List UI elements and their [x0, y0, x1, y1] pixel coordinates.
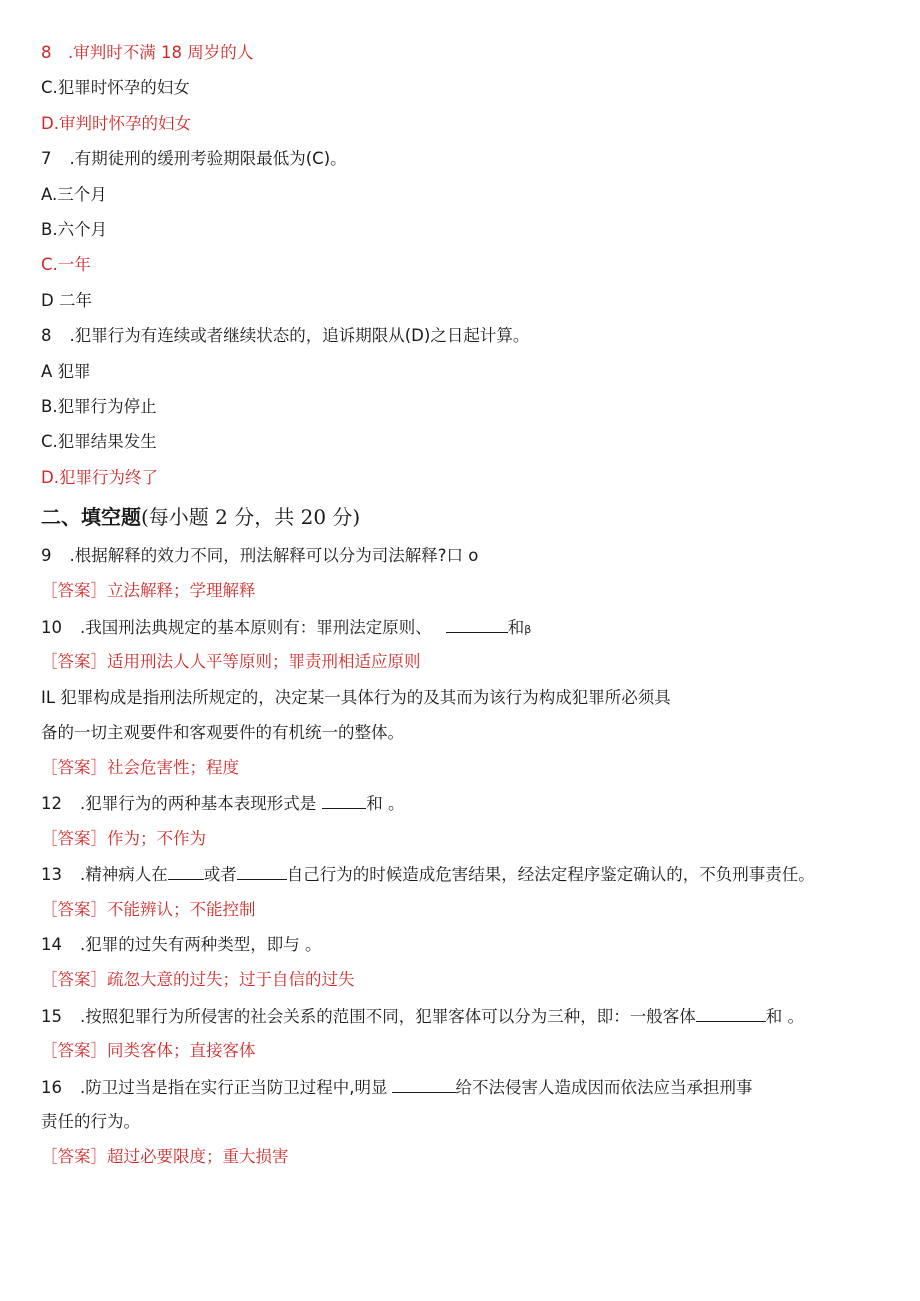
question-8 [41, 325, 529, 347]
question-12 [41, 792, 405, 815]
question-number: 15 [41, 1007, 62, 1026]
question-number: 13 [41, 865, 62, 884]
question-15 [41, 1005, 804, 1028]
question-text: .犯罪行为的两种基本表现形式是 [80, 794, 317, 813]
answer-11: ［答案］社会危害性；程度 [41, 758, 239, 777]
question-11-line1: IL 犯罪构成是指刑法所规定的，决定某一具体行为的及其而为该行为构成犯罪所必须具 [41, 688, 671, 707]
question-text: .犯罪行为有连续或者继续状态的，追诉期限从(D)之日起计算。 [69, 326, 530, 345]
question-number: 14 [41, 935, 62, 954]
section-subtitle: (每小题 2 分，共 20 分) [141, 505, 361, 529]
section-title: 二、填空题 [41, 505, 141, 529]
answer-9: ［答案］立法解释；学理解释 [41, 581, 256, 600]
option-q6-d: D.审判时怀孕的妇女 [41, 114, 191, 133]
question-11-line2: 备的一切主观要件和客观要件的有机统一的整体。 [41, 723, 404, 742]
question-text: .我国刑法典规定的基本原则有：罪刑法定原则、 [80, 618, 432, 637]
question-text: .犯罪的过失有两种类型，即与 。 [80, 935, 322, 954]
option-q8-c: C.犯罪结果发生 [41, 432, 157, 451]
answer-12: ［答案］作为；不作为 [41, 829, 206, 848]
fill-blank [446, 616, 508, 633]
question-text-end: β [524, 623, 532, 636]
question-text: .防卫过当是指在实行正当防卫过程中,明显 [80, 1078, 388, 1097]
question-text-after: 给不法侵害人造成因而依法应当承担刑事 [455, 1078, 753, 1097]
question-number: 9 [41, 546, 52, 565]
option-q7-c: C.一年 [41, 255, 91, 274]
option-q6-b: 8 .审判时不满 18 周岁的人 [41, 43, 254, 62]
fill-blank [696, 1005, 766, 1022]
question-number: 16 [41, 1078, 62, 1097]
option-q7-d: D 二年 [41, 291, 92, 310]
question-text: .精神病人在 [80, 865, 168, 884]
question-text-after: 和 。 [765, 1007, 804, 1026]
question-text-mid: 和 [507, 618, 525, 637]
answer-14: ［答案］疏忽大意的过失；过于自信的过失 [41, 970, 355, 989]
question-number: 10 [41, 618, 62, 637]
question-7 [41, 148, 347, 170]
option-q7-b: B.六个月 [41, 220, 108, 239]
option-q8-a: A 犯罪 [41, 362, 91, 381]
question-text-rest: 自己行为的时候造成危害结果，经法定程序鉴定确认的，不负刑事责任。 [286, 865, 815, 884]
option-q6-c: C.犯罪时怀孕的妇女 [41, 78, 190, 97]
question-text-after: 和 。 [366, 794, 405, 813]
question-9 [41, 545, 478, 567]
answer-10: ［答案］适用刑法人人平等原则；罪责刑相适应原则 [41, 652, 421, 671]
answer-13: ［答案］不能辨认；不能控制 [41, 900, 256, 919]
fill-blank [168, 863, 204, 880]
question-number: 7 [41, 149, 52, 168]
question-16 [41, 1076, 753, 1099]
question-text-or: 或者 [203, 865, 237, 884]
question-14 [41, 934, 322, 956]
section-heading [41, 504, 360, 530]
option-q7-a: A.三个月 [41, 185, 107, 204]
fill-blank [237, 863, 287, 880]
fill-blank [392, 1076, 456, 1093]
question-text: .有期徒刑的缓刑考验期限最低为(C)。 [69, 149, 347, 168]
question-16-line2: 责任的行为。 [41, 1112, 140, 1131]
question-number: 12 [41, 794, 62, 813]
answer-16: ［答案］超过必要限度；重大损害 [41, 1147, 289, 1166]
option-q8-d: D.犯罪行为终了 [41, 468, 158, 487]
question-text: .根据解释的效力不同，刑法解释可以分为司法解释?口 o [69, 546, 479, 565]
question-10 [41, 616, 531, 641]
answer-15: ［答案］同类客体；直接客体 [41, 1041, 256, 1060]
question-number: 8 [41, 326, 52, 345]
question-text: .按照犯罪行为所侵害的社会关系的范围不同，犯罪客体可以分为三种，即：一般客体 [80, 1007, 696, 1026]
fill-blank [322, 792, 366, 809]
option-q8-b: B.犯罪行为停止 [41, 397, 157, 416]
question-13 [41, 863, 815, 886]
